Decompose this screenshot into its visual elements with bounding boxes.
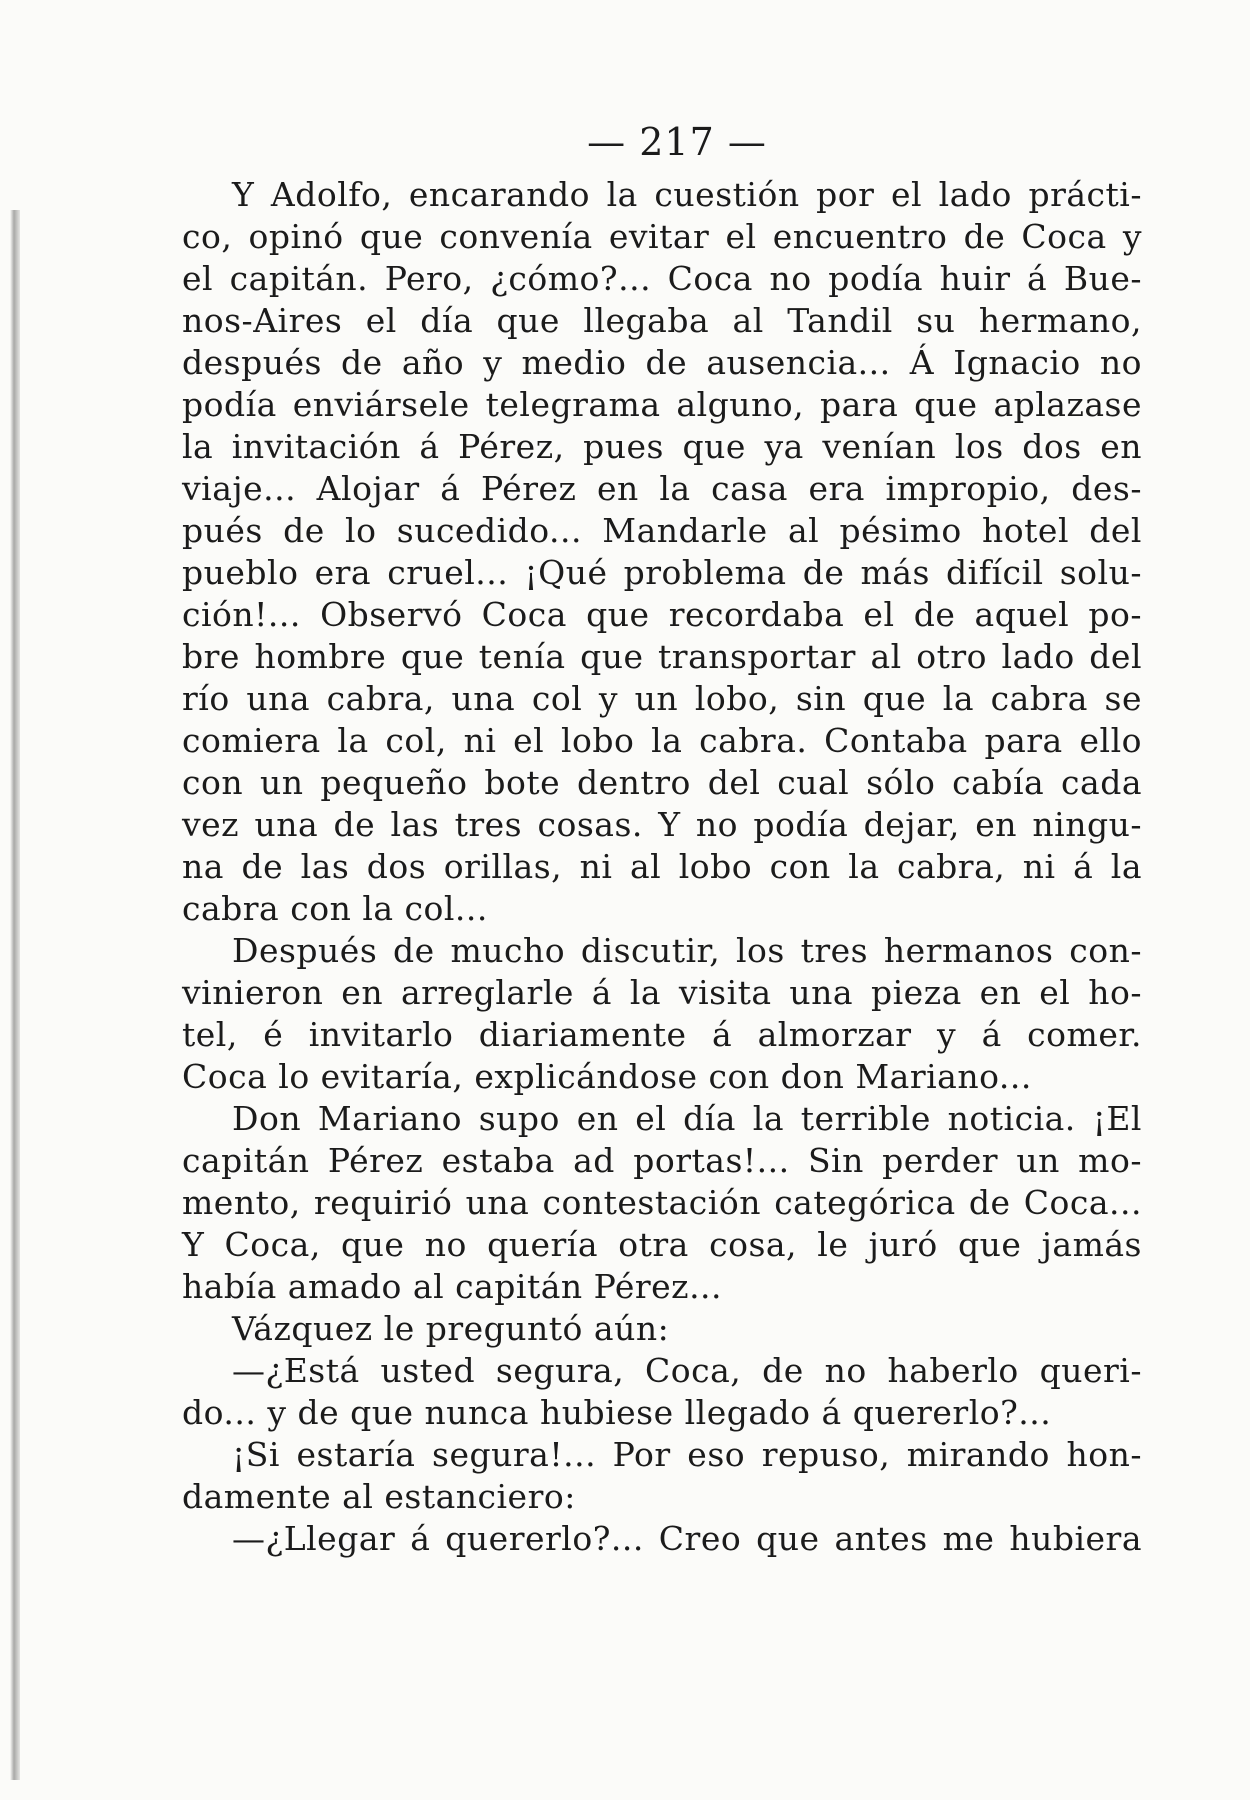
text-line: capitán Pérez estaba ad portas!... Sin perder un mo- <box>182 1141 1142 1180</box>
text-line: con un pequeño bote dentro del cual sólo cabía cada <box>182 763 1142 802</box>
text-line: nos-Aires el día que llegaba al Tandil su hermano, <box>182 301 1142 340</box>
text-line: —¿Está usted segura, Coca, de no haberlo queri- <box>232 1351 1142 1390</box>
text-line: río una cabra, una col y un lobo, sin que la cabra se <box>182 679 1142 718</box>
text-line: Vázquez le preguntó aún: <box>232 1309 670 1348</box>
text-line: Don Mariano supo en el día la terrible noticia. ¡El <box>232 1099 1142 1138</box>
text-line: tel, é invitarlo diariamente á almorzar y á comer. <box>182 1015 1142 1054</box>
text-line: Después de mucho discutir, los tres hermanos con- <box>232 931 1142 970</box>
binding-edge-shadow <box>10 210 20 1780</box>
text-line: Y Coca, que no quería otra cosa, le juró que jamás <box>182 1225 1142 1264</box>
page-body-text <box>182 174 1142 1560</box>
text-line: viaje... Alojar á Pérez en la casa era impropio, des- <box>182 469 1142 508</box>
page-number: — 217 — <box>587 120 767 164</box>
text-line: damente al estanciero: <box>182 1477 576 1516</box>
text-line: —¿Llegar á quererlo?... Creo que antes me hubiera <box>232 1519 1142 1558</box>
text-line: Coca lo evitaría, explicándose con don Mariano... <box>182 1057 1032 1096</box>
text-line: vinieron en arreglarle á la visita una pieza en el ho- <box>182 973 1142 1012</box>
text-line: Y Adolfo, encarando la cuestión por el lado prácti- <box>232 175 1142 214</box>
text-line: después de año y medio de ausencia... Á Ignacio no <box>182 343 1142 382</box>
text-line: cabra con la col... <box>182 889 488 928</box>
text-line: comiera la col, ni el lobo la cabra. Contaba para ello <box>182 721 1142 760</box>
text-line: do... y de que nunca hubiese llegado á quererlo?... <box>182 1393 1052 1432</box>
text-line: co, opinó que convenía evitar el encuentro de Coca y <box>182 217 1142 256</box>
text-line: ¡Si estaría segura!... Por eso repuso, mirando hon- <box>232 1435 1142 1474</box>
text-line: la invitación á Pérez, pues que ya venían los dos en <box>182 427 1142 466</box>
text-line: mento, requirió una contestación categórica de Coca... <box>182 1183 1142 1222</box>
text-line: bre hombre que tenía que transportar al otro lado del <box>182 637 1142 676</box>
text-line: vez una de las tres cosas. Y no podía dejar, en ningu- <box>182 805 1142 844</box>
text-line: na de las dos orillas, ni al lobo con la cabra, ni á la <box>182 847 1142 886</box>
text-line: ción!... Observó Coca que recordaba el de aquel po- <box>182 595 1142 634</box>
book-page <box>182 120 1142 1560</box>
text-line: pueblo era cruel... ¡Qué problema de más difícil solu- <box>182 553 1142 592</box>
text-line: podía enviársele telegrama alguno, para que aplazase <box>182 385 1142 424</box>
text-line: pués de lo sucedido... Mandarle al pésimo hotel del <box>182 511 1142 550</box>
text-line: había amado al capitán Pérez... <box>182 1267 723 1306</box>
text-line: el capitán. Pero, ¿cómo?... Coca no podía huir á Bue- <box>182 259 1142 298</box>
